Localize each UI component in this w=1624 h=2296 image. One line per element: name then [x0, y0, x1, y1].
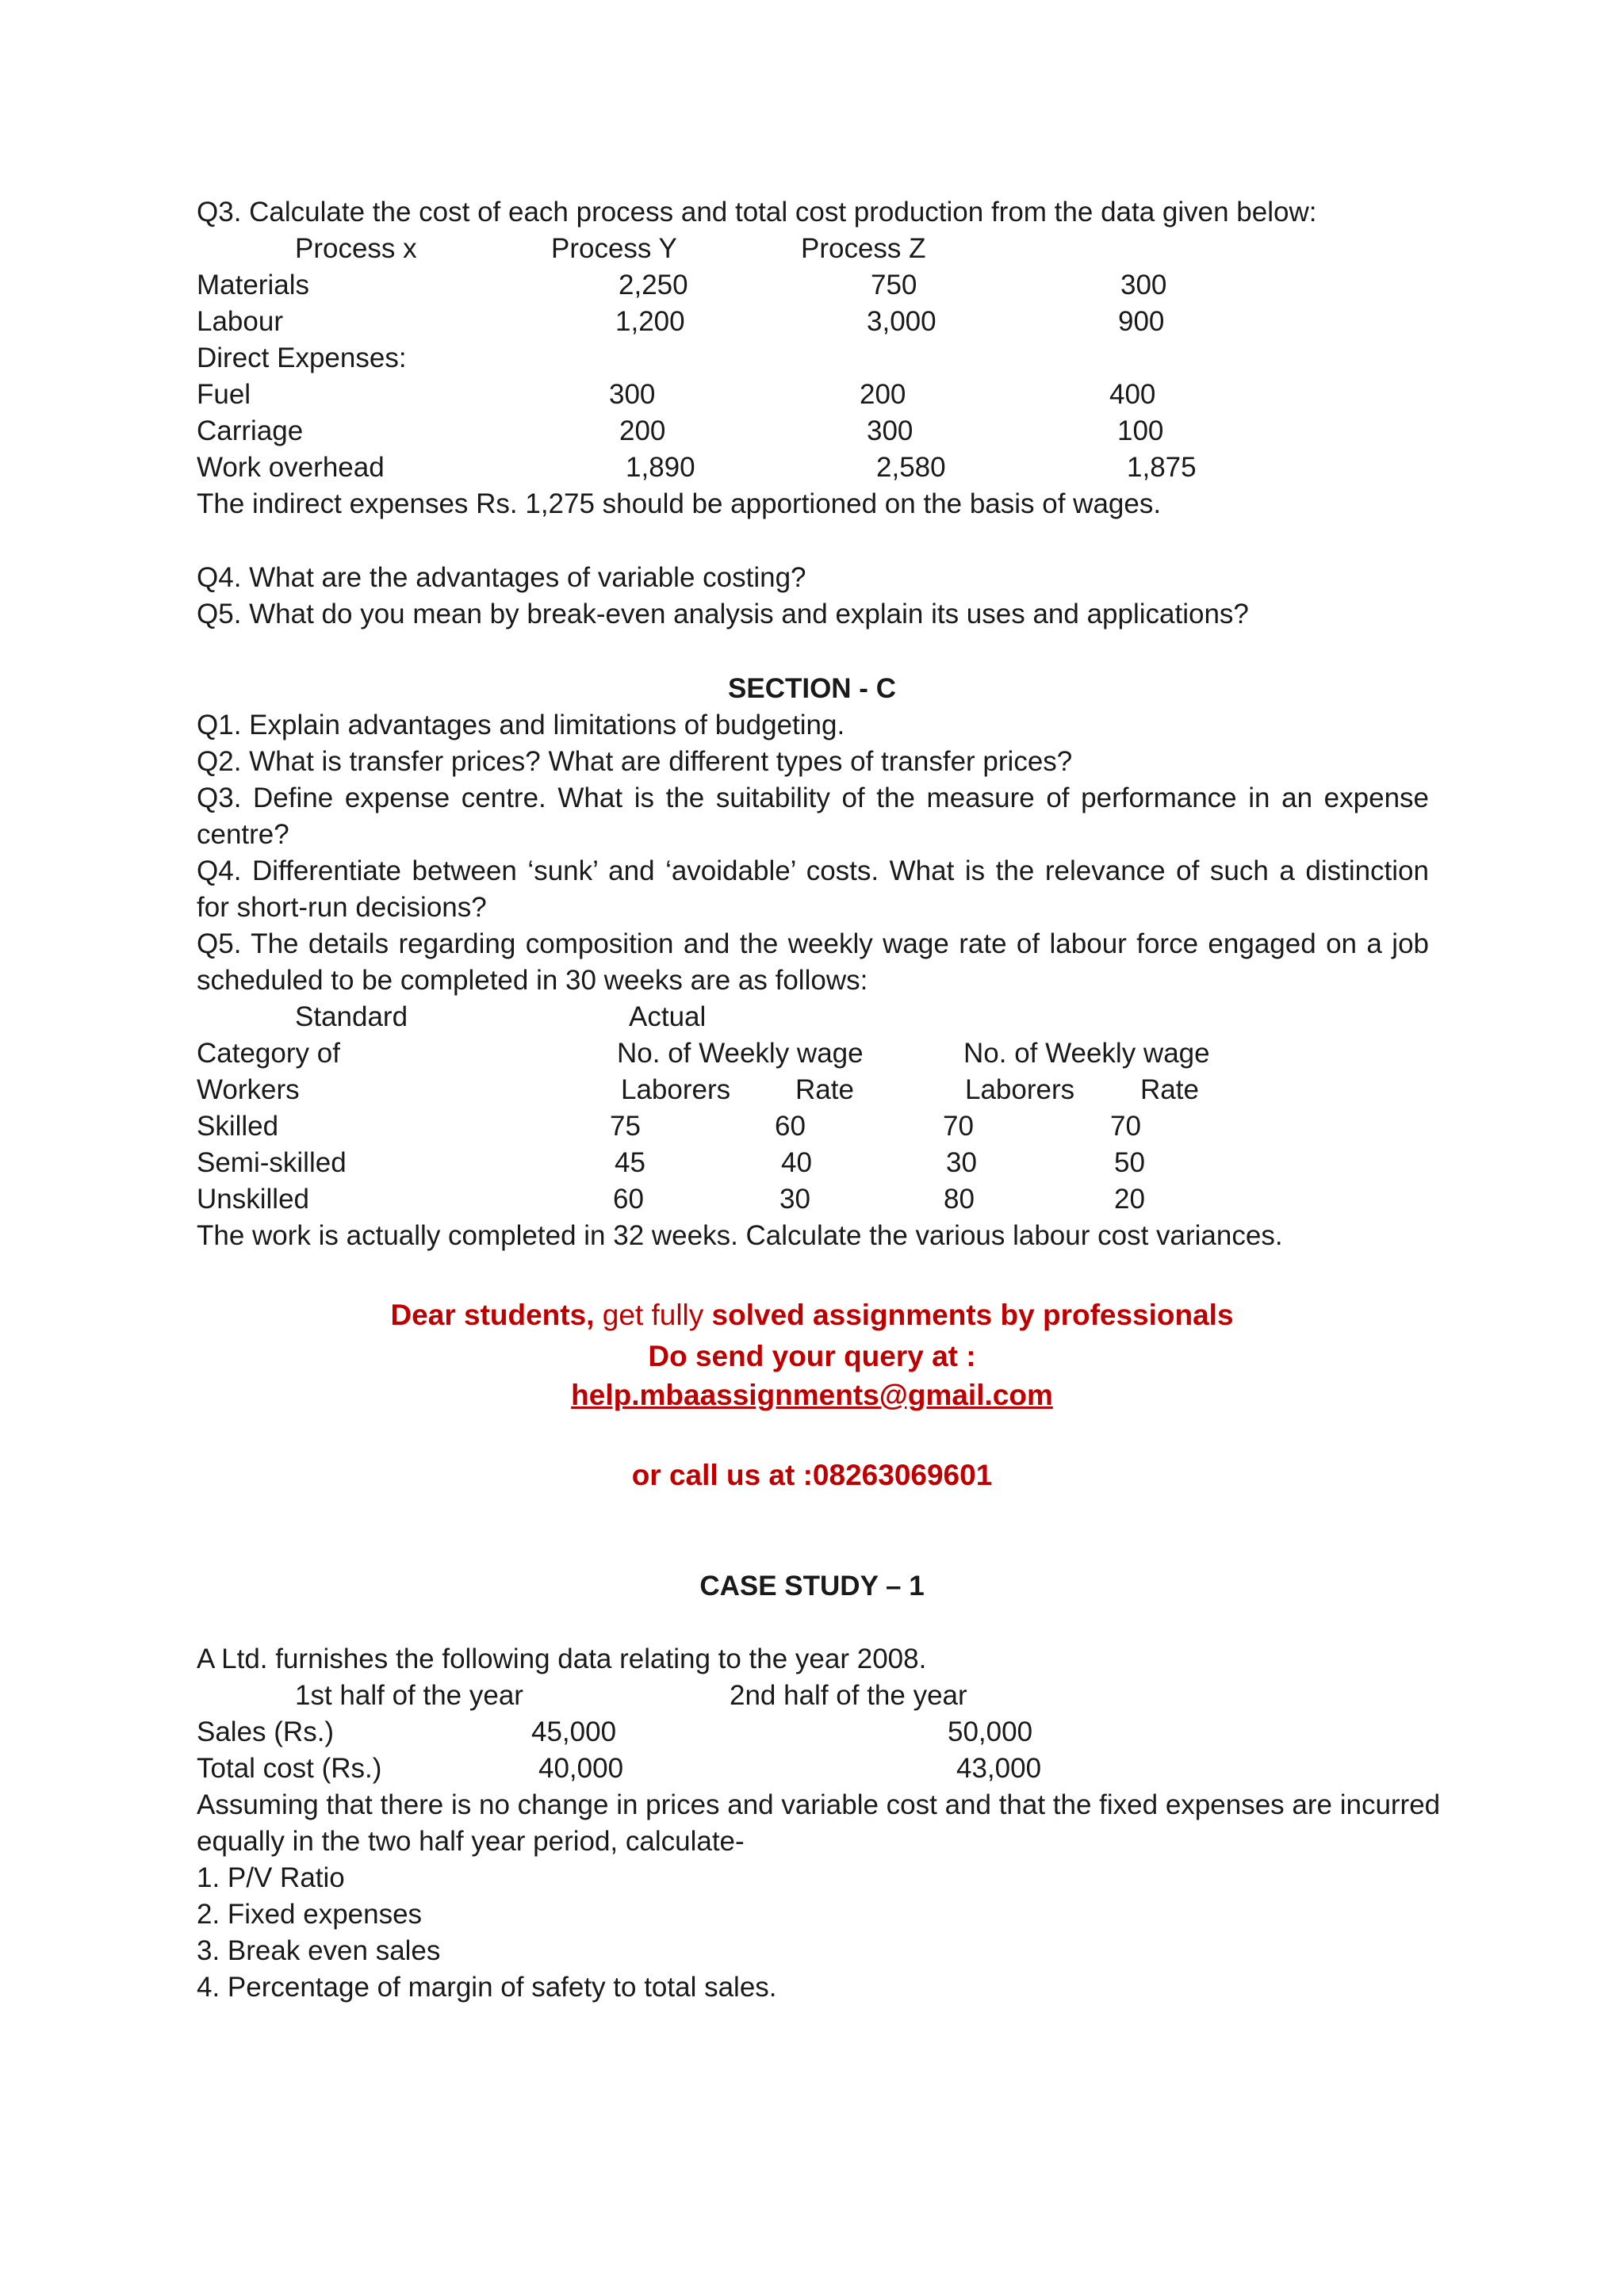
section-c-q3-line2: centre?	[197, 819, 289, 850]
table-actual-laborers: Laborers	[965, 1074, 1075, 1105]
table-cell: 70	[943, 1111, 974, 1142]
promo-email-link[interactable]: help.mbaassignments@gmail.com	[571, 1379, 1053, 1411]
section-c-q5-line1: Q5. The details regarding composition and the weekly wage rate of labour force engaged on a job	[197, 928, 1429, 959]
q3-row-label: Fuel	[197, 379, 251, 410]
q3-header-process-z: Process Z	[801, 233, 926, 264]
table-cell: 30	[779, 1184, 810, 1215]
q3-row-label: Materials	[197, 270, 309, 300]
table-cell: 75	[610, 1111, 641, 1142]
q3-cell: 3,000	[867, 306, 936, 337]
q3-row-label: Work overhead	[197, 452, 385, 483]
table-cell: 20	[1114, 1184, 1145, 1215]
q3-cell: 300	[867, 415, 914, 446]
table-actual-rate: Rate	[1140, 1074, 1199, 1105]
case-study-item: 3. Break even sales	[197, 1935, 441, 1966]
q3-question: Q3. Calculate the cost of each process and total cost production from the data given below:	[197, 197, 1317, 228]
section-c-heading: SECTION - C	[728, 673, 896, 704]
q3-cell: 300	[1120, 270, 1167, 300]
q3-row-label: Carriage	[197, 415, 304, 446]
section-c-q4-line1: Q4. Differentiate between ‘sunk’ and ‘avoidable’ costs. What is the relevance of such a distinction	[197, 855, 1429, 886]
q3-cell: 400	[1109, 379, 1156, 410]
table-row-label: Semi-skilled	[197, 1147, 347, 1178]
case-study-heading: CASE STUDY – 1	[699, 1571, 925, 1601]
table-cell: 40	[781, 1147, 812, 1178]
case-study-col2-header: 2nd half of the year	[730, 1680, 967, 1711]
case-study-item: 2. Fixed expenses	[197, 1899, 423, 1930]
promo-dear-students: Dear students,	[390, 1299, 595, 1331]
case-study-cell: 43,000	[956, 1753, 1042, 1784]
case-study-row-label: Sales (Rs.)	[197, 1716, 335, 1747]
q3-row-label: Direct Expenses:	[197, 342, 407, 373]
q3-cell: 900	[1118, 306, 1165, 337]
section-c-q5-line2: scheduled to be completed in 30 weeks are as follows:	[197, 965, 868, 996]
q3-cell: 1,200	[615, 306, 685, 337]
promo-email-line	[0, 1377, 1624, 1414]
table-standard-rate: Rate	[795, 1074, 854, 1105]
q3-row-label: Labour	[197, 306, 283, 337]
table-actual-header: No. of Weekly wage	[963, 1038, 1210, 1069]
q3-cell: 200	[860, 379, 906, 410]
table-standard-laborers: Laborers	[621, 1074, 731, 1105]
promo-line1	[0, 1297, 1624, 1334]
q5-question: Q5. What do you mean by break-even analysis and explain its uses and applications?	[197, 599, 1249, 629]
table-cell: 70	[1110, 1111, 1141, 1142]
table-cell: 30	[946, 1147, 977, 1178]
q3-cell: 300	[609, 379, 656, 410]
table-category-header: Workers	[197, 1074, 300, 1105]
q3-header-process-y: Process Y	[551, 233, 677, 264]
q3-cell: 1,875	[1127, 452, 1197, 483]
case-study-item: 1. P/V Ratio	[197, 1862, 345, 1893]
q3-cell: 2,580	[876, 452, 946, 483]
q3-note: The indirect expenses Rs. 1,275 should be apportioned on the basis of wages.	[197, 488, 1162, 519]
q4-question: Q4. What are the advantages of variable costing?	[197, 562, 806, 593]
case-study-assumption-line2: equally in the two half year period, calculate-	[197, 1826, 745, 1857]
q3-cell: 1,890	[626, 452, 695, 483]
section-c-q4-line2: for short-run decisions?	[197, 892, 487, 923]
case-study-cell: 50,000	[948, 1716, 1033, 1747]
case-study-col1-header: 1st half of the year	[295, 1680, 523, 1711]
section-c-q3-line1: Q3. Define expense centre. What is the suitability of the measure of performance in an expense	[197, 783, 1429, 813]
table-row-label: Skilled	[197, 1111, 279, 1142]
table-cell: 60	[775, 1111, 806, 1142]
promo-solved-assignments: solved assignments by professionals	[711, 1299, 1234, 1331]
case-study-assumption-line1: Assuming that there is no change in prices and variable cost and that the fixed expenses are incurred	[197, 1789, 1441, 1820]
case-study-cell: 45,000	[531, 1716, 617, 1747]
table-group-standard: Standard	[295, 1001, 408, 1032]
table-cell: 50	[1114, 1147, 1145, 1178]
table-cell: 60	[613, 1184, 644, 1215]
promo-get-fully: get fully	[594, 1299, 712, 1331]
table-group-actual: Actual	[629, 1001, 707, 1032]
section-c-q5-note: The work is actually completed in 32 weeks. Calculate the various labour cost variances.	[197, 1220, 1283, 1251]
table-category-header: Category of	[197, 1038, 340, 1069]
promo-query-line: Do send your query at :	[648, 1340, 976, 1372]
q3-cell: 750	[871, 270, 917, 300]
promo-call-line: or call us at :08263069601	[631, 1459, 993, 1491]
q3-cell: 100	[1117, 415, 1164, 446]
case-study-row-label: Total cost (Rs.)	[197, 1753, 382, 1784]
table-standard-header: No. of Weekly wage	[617, 1038, 864, 1069]
section-c-q1: Q1. Explain advantages and limitations of budgeting.	[197, 710, 845, 740]
table-row-label: Unskilled	[197, 1184, 309, 1215]
case-study-cell: 40,000	[538, 1753, 624, 1784]
section-c-q2: Q2. What is transfer prices? What are different types of transfer prices?	[197, 746, 1073, 777]
table-cell: 80	[944, 1184, 975, 1215]
case-study-intro: A Ltd. furnishes the following data relating to the year 2008.	[197, 1644, 927, 1674]
case-study-item: 4. Percentage of margin of safety to total sales.	[197, 1972, 777, 2003]
q3-header-process-x: Process x	[295, 233, 417, 264]
q3-cell: 2,250	[619, 270, 688, 300]
q3-cell: 200	[619, 415, 666, 446]
table-cell: 45	[615, 1147, 645, 1178]
